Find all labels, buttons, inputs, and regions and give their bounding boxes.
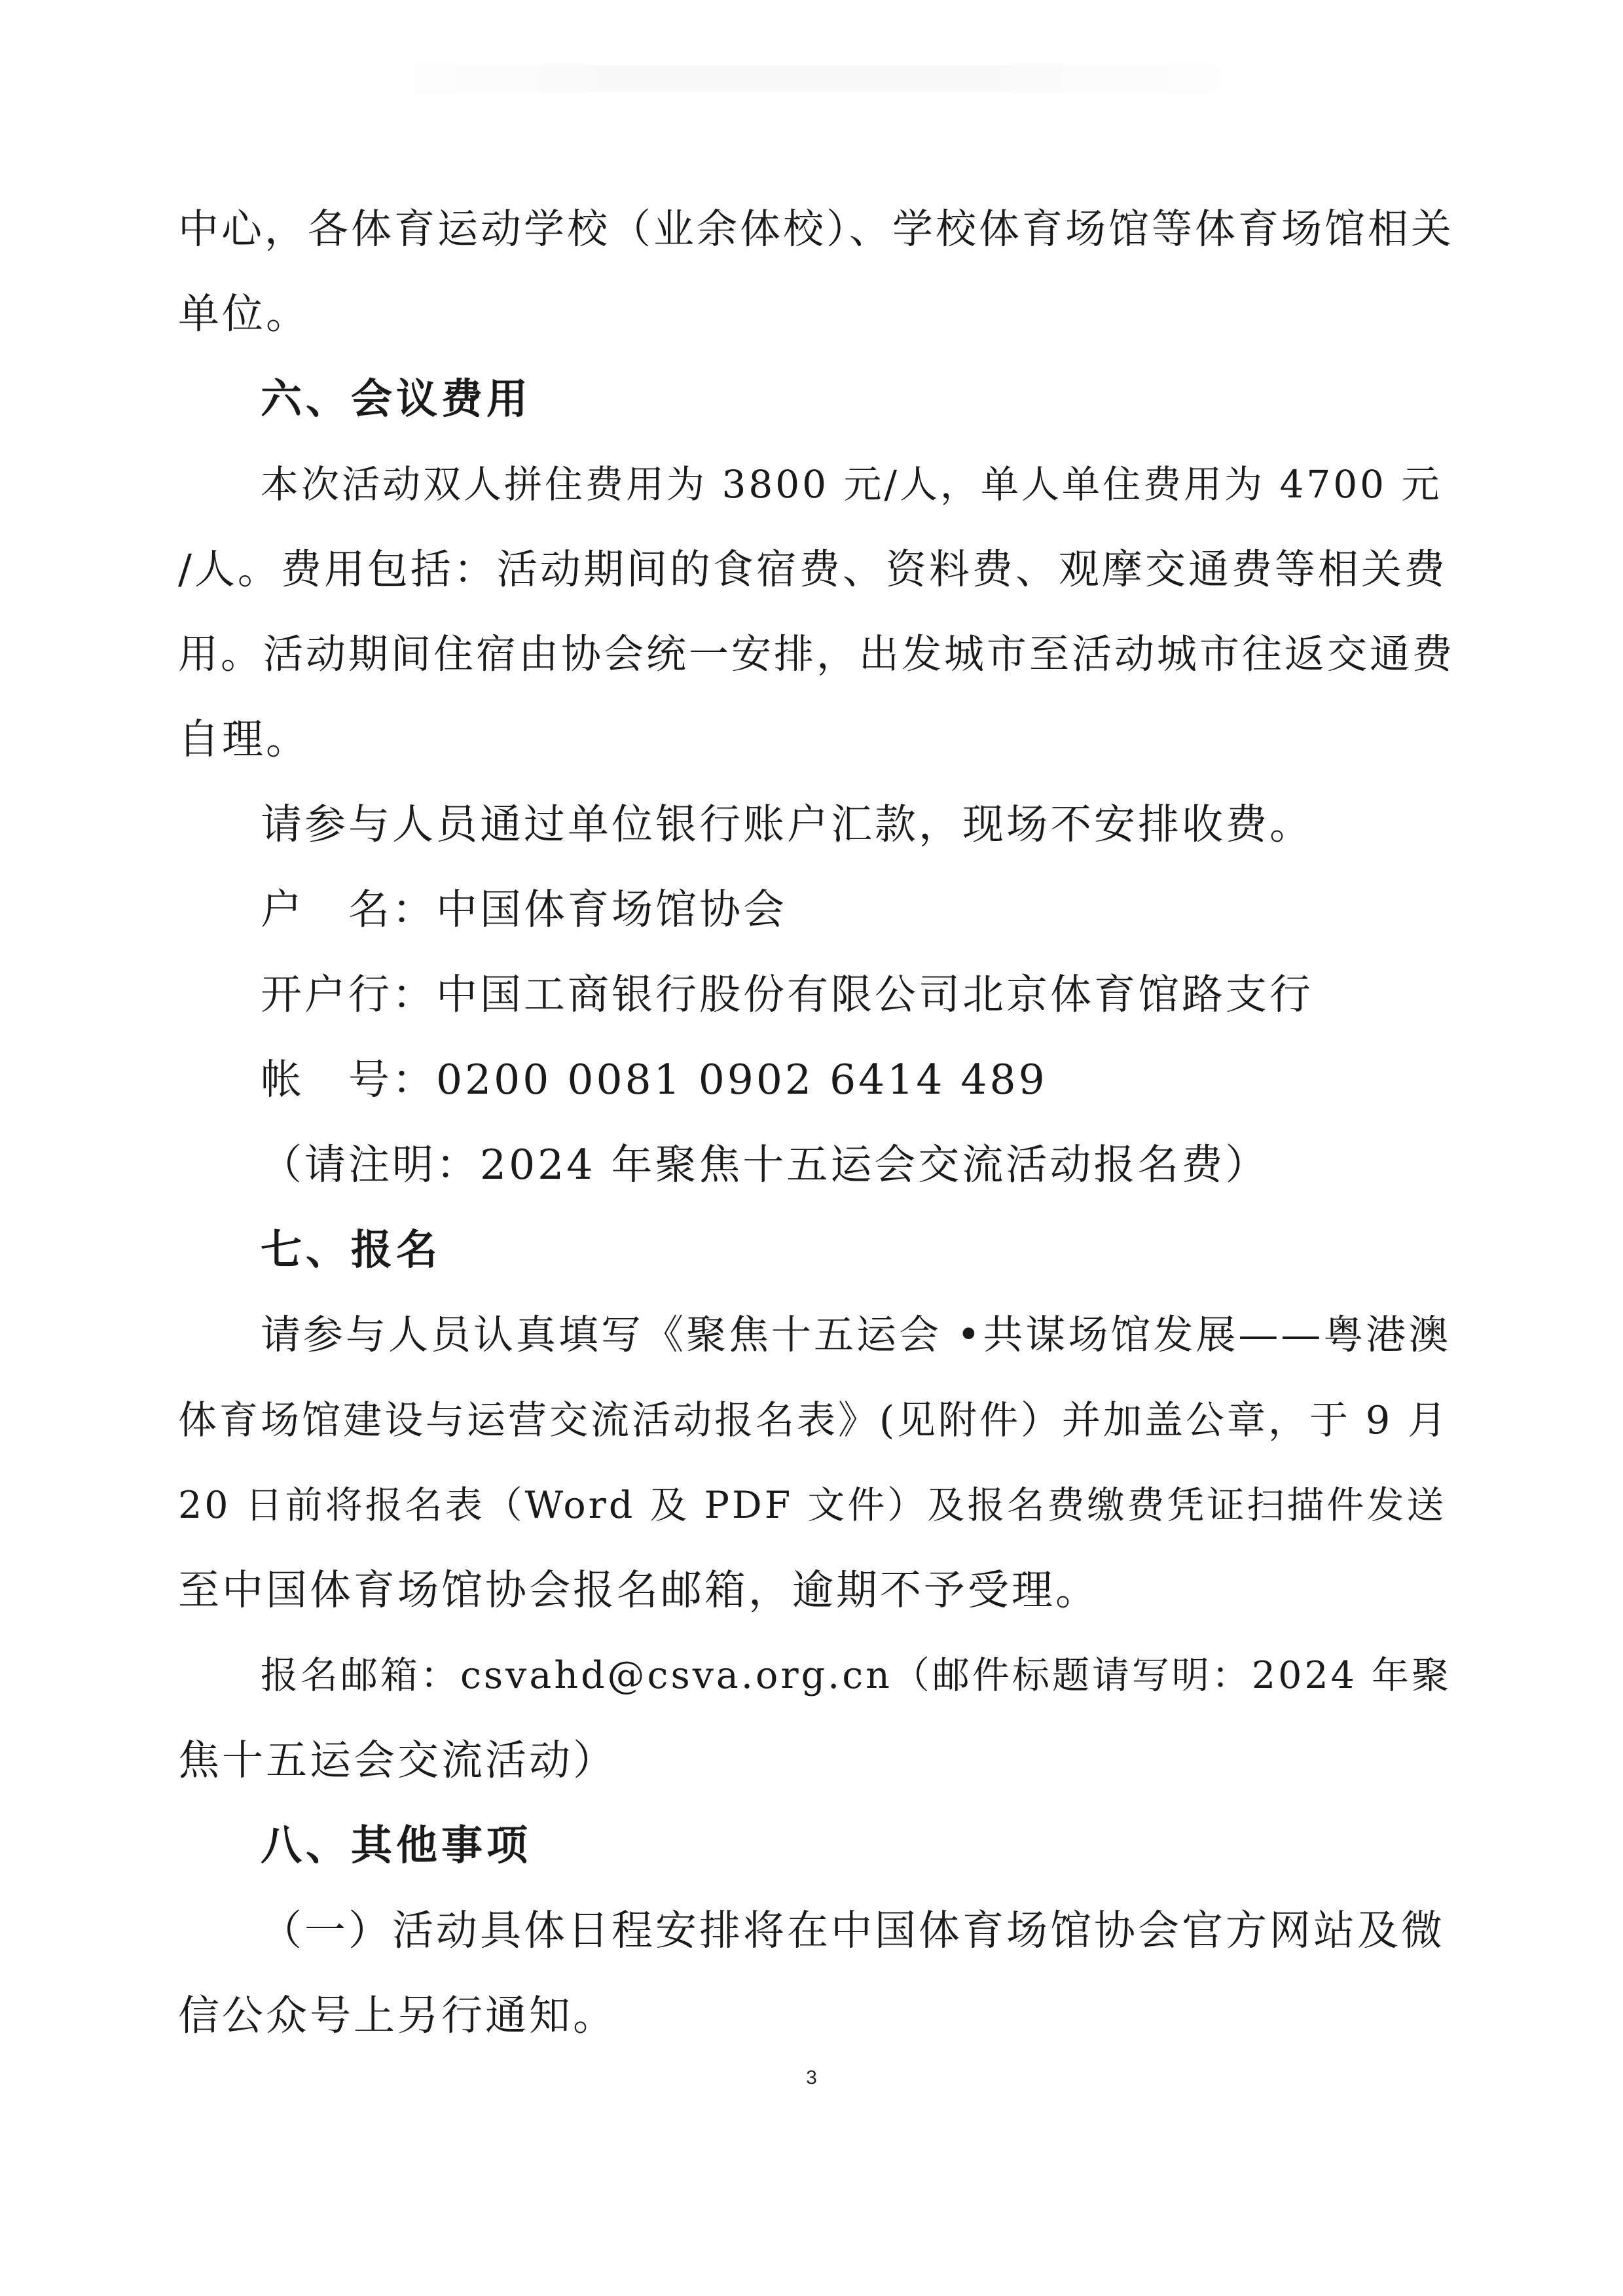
text-line: /人。费用包括：活动期间的食宿费、资料费、观摩交通费等相关费 [178, 545, 1448, 593]
text-line: （一）活动具体日程安排将在中国体育场馆协会官方网站及微 [261, 1907, 1445, 1954]
text-line: 请参与人员认真填写《聚焦十五运会 •共谋场馆发展——粤港澳 [261, 1312, 1451, 1358]
section-heading-fees: 六、会议费用 [261, 375, 532, 423]
section-heading-other: 八、其他事项 [261, 1821, 532, 1869]
payment-note: （请注明：2024 年聚焦十五运会交流活动报名费） [261, 1141, 1269, 1189]
text-line: 自理。 [178, 715, 310, 763]
account-bank: 开户行：中国工商银行股份有限公司北京体育馆路支行 [261, 971, 1313, 1018]
text-line: 单位。 [178, 290, 310, 338]
registration-email: 报名邮箱：csvahd@csva.org.cn（邮件标题请写明：2024 年聚 [261, 1654, 1452, 1697]
text-line: 用。活动期间住宿由协会统一安排，出发城市至活动城市往返交通费 [178, 631, 1455, 677]
text-line: 本次活动双人拼住费用为 3800 元/人，单人单住费用为 4700 元 [261, 462, 1442, 507]
text-line: 焦十五运会交流活动） [178, 1736, 617, 1784]
text-line: 信公众号上另行通知。 [178, 1992, 617, 2039]
text-line: 20 日前将报名表（Word 及 PDF 文件）及报名费缴费凭证扫描件发送 [178, 1484, 1447, 1527]
section-heading-registration: 七、报名 [261, 1226, 441, 1274]
scan-artifact [393, 65, 1244, 92]
account-name: 户 名：中国体育场馆协会 [261, 886, 787, 933]
text-line: 至中国体育场馆协会报名邮箱，逾期不予受理。 [178, 1566, 1099, 1614]
text-line: 体育场馆建设与运营交流活动报名表》(见附件）并加盖公章，于 9 月 [178, 1397, 1450, 1443]
text-line: 请参与人员通过单位银行账户汇款，现场不安排收费。 [261, 800, 1313, 848]
text-line: 中心，各体育运动学校（业余体校）、学校体育场馆等体育场馆相关 [178, 205, 1455, 253]
account-number: 帐 号：0200 0081 0902 6414 489 [261, 1056, 1048, 1103]
page-number: 3 [806, 2067, 817, 2089]
